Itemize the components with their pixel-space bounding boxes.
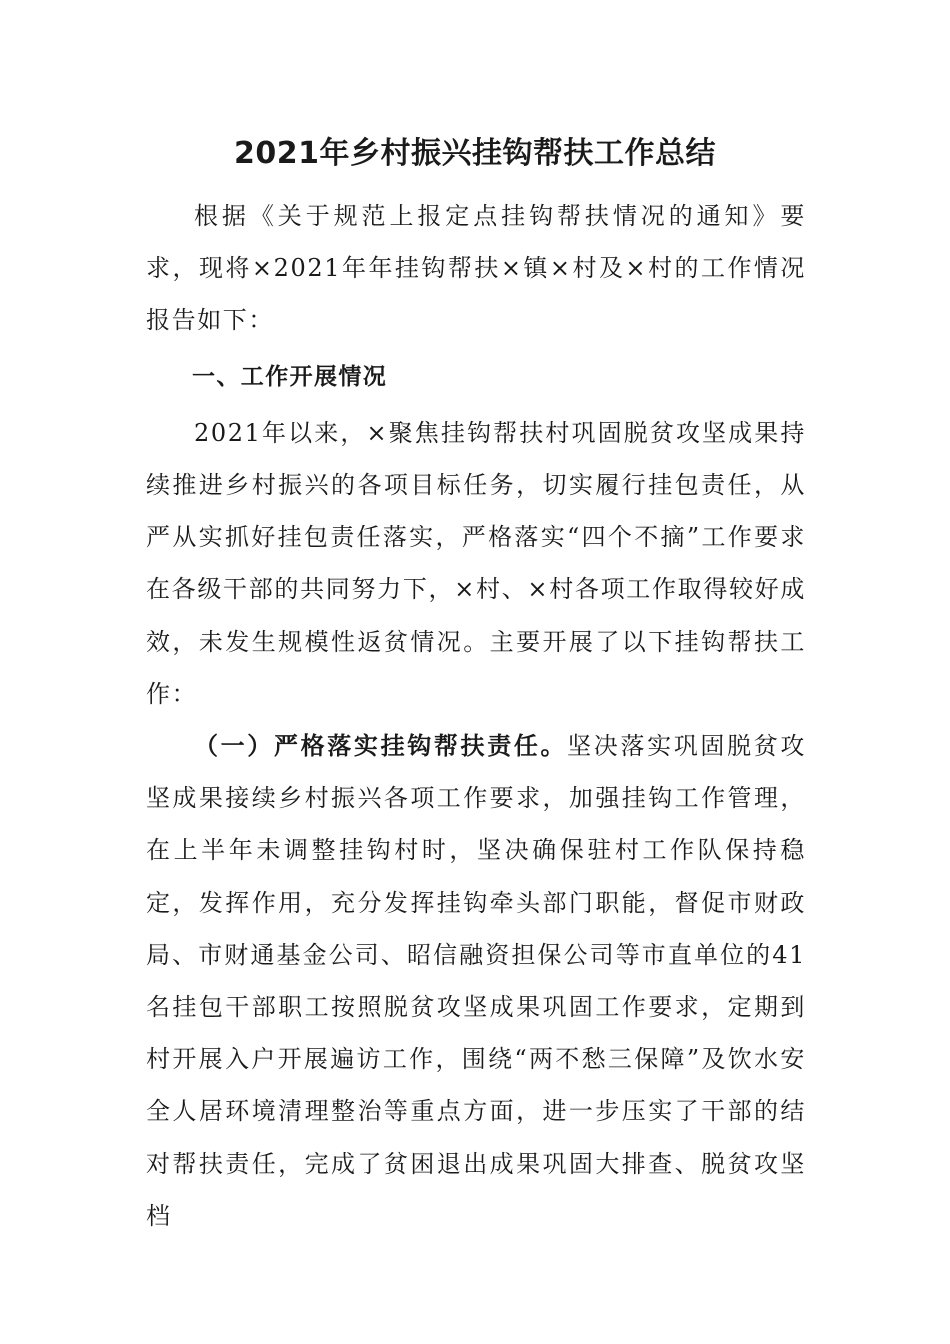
document-title: 2021年乡村振兴挂钩帮扶工作总结: [234, 136, 716, 171]
document-body: [146, 190, 806, 1242]
subsection1-body: 坚决落实巩固脱贫攻坚成果接续乡村振兴各项工作要求，加强挂钩工作管理，在上半年未调整挂钩村时，坚决确保驻村工作队保持稳定，发挥作用，充分发挥挂钩牵头部门职能，督促市财政局、市财通基金公司、昭信融资担保公司等市直单位的41名挂包干部职工按照脱贫攻坚成果巩固工作要求，定期到村开展入户开展遍访工作，围绕“两不愁三保障”及饮水安全人居环境清理整治等重点方面，进一步压实了干部的结对帮扶责任，完成了贫困退出成果巩固大排查、脱贫攻坚档: [146, 732, 806, 1230]
subsection1-lead: （一）严格落实挂钩帮扶责任。: [194, 732, 568, 761]
intro-paragraph: 根据《关于规范上报定点挂钩帮扶情况的通知》要求，现将×2021年年挂钩帮扶×镇×村及×村的工作情况报告如下：: [146, 202, 806, 335]
section1-paragraph: 2021年以来，×聚焦挂钩帮扶村巩固脱贫攻坚成果持续推进乡村振兴的各项目标任务，切实履行挂包责任，从严从实抓好挂包责任落实，严格落实“四个不摘”工作要求在各级干部的共同努力下，×村、×村各项工作取得较好成效，未发生规模性返贫情况。主要开展了以下挂钩帮扶工作：: [146, 418, 806, 708]
subsection1-paragraph: [146, 720, 806, 1242]
section-heading-work-progress: 一、工作开展情况: [192, 363, 388, 390]
